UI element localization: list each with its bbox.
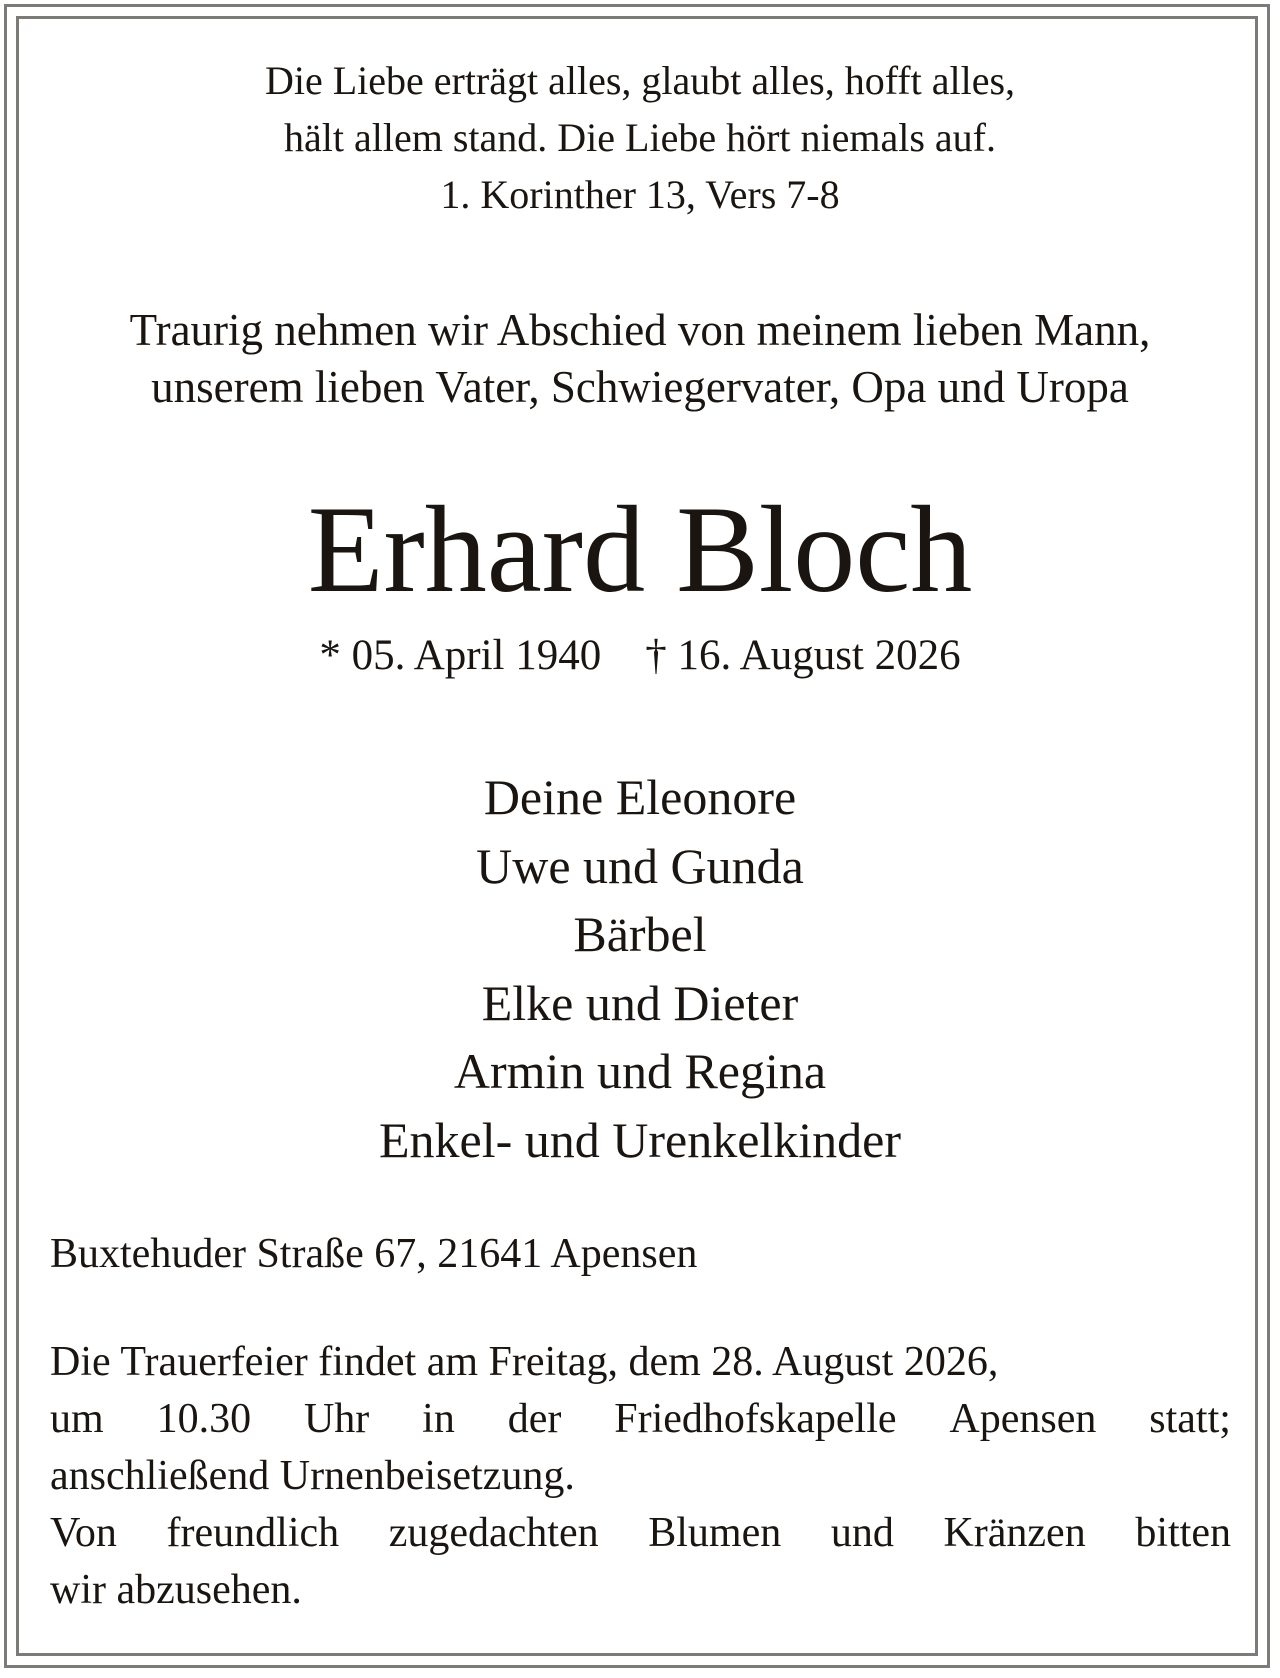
mourner: Enkel- und Urenkelkinder	[378, 1111, 902, 1168]
mourner: Armin und Regina	[453, 1043, 827, 1099]
word: Blumen	[648, 1510, 782, 1556]
word: bitten	[1135, 1510, 1231, 1556]
farewell-intro	[0, 302, 1280, 416]
ceremony-line-justified	[50, 1391, 1231, 1448]
birth-date: * 05. April 1940	[319, 632, 602, 679]
address: Buxtehuder Straße 67, 21641 Apensen	[50, 1231, 698, 1277]
word: und	[830, 1510, 894, 1556]
word: Uhr	[303, 1396, 370, 1442]
word: Friedhofskapelle	[614, 1396, 897, 1442]
word: Kränzen	[943, 1510, 1086, 1556]
word: Von	[50, 1510, 117, 1556]
mourner: Uwe und Gunda	[476, 837, 804, 894]
word: freundlich	[166, 1510, 340, 1556]
word: zugedachten	[388, 1510, 599, 1556]
intro-line: Traurig nehmen wir Abschied von meinem lieben Mann,	[129, 305, 1151, 355]
verse-line: Die Liebe erträgt alles, glaubt alles, hofft alles,	[264, 58, 1016, 103]
ceremony-line: Die Trauerfeier findet am Freitag, dem 28. August 2026,	[50, 1339, 999, 1385]
ceremony-line: anschließend Urnenbeisetzung.	[50, 1453, 575, 1499]
mourner: Bärbel	[573, 906, 707, 962]
word: der	[507, 1396, 562, 1442]
word: statt;	[1149, 1396, 1231, 1442]
life-dates	[0, 628, 1280, 684]
ceremony-line-justified	[50, 1505, 1231, 1562]
mourner: Deine Eleonore	[483, 769, 797, 825]
mourners-list	[0, 763, 1280, 1174]
verse-reference: 1. Korinther 13, Vers 7-8	[440, 172, 840, 217]
intro-line: unserem lieben Vater, Schwiegervater, Opa und Uropa	[151, 362, 1129, 412]
ceremony-notice	[50, 1334, 1231, 1619]
word: 10.30	[156, 1396, 252, 1442]
word: Apensen	[949, 1396, 1097, 1442]
deceased-name: Erhard Bloch	[307, 481, 973, 618]
word: um	[50, 1396, 104, 1442]
verse-line: hält allem stand. Die Liebe hört niemals auf.	[284, 115, 996, 160]
bible-verse	[0, 52, 1280, 223]
ceremony-line: wir abzusehen.	[50, 1567, 302, 1613]
mourner: Elke und Dieter	[481, 974, 799, 1031]
death-date: † 16. August 2026	[645, 632, 961, 679]
word: in	[422, 1396, 455, 1442]
